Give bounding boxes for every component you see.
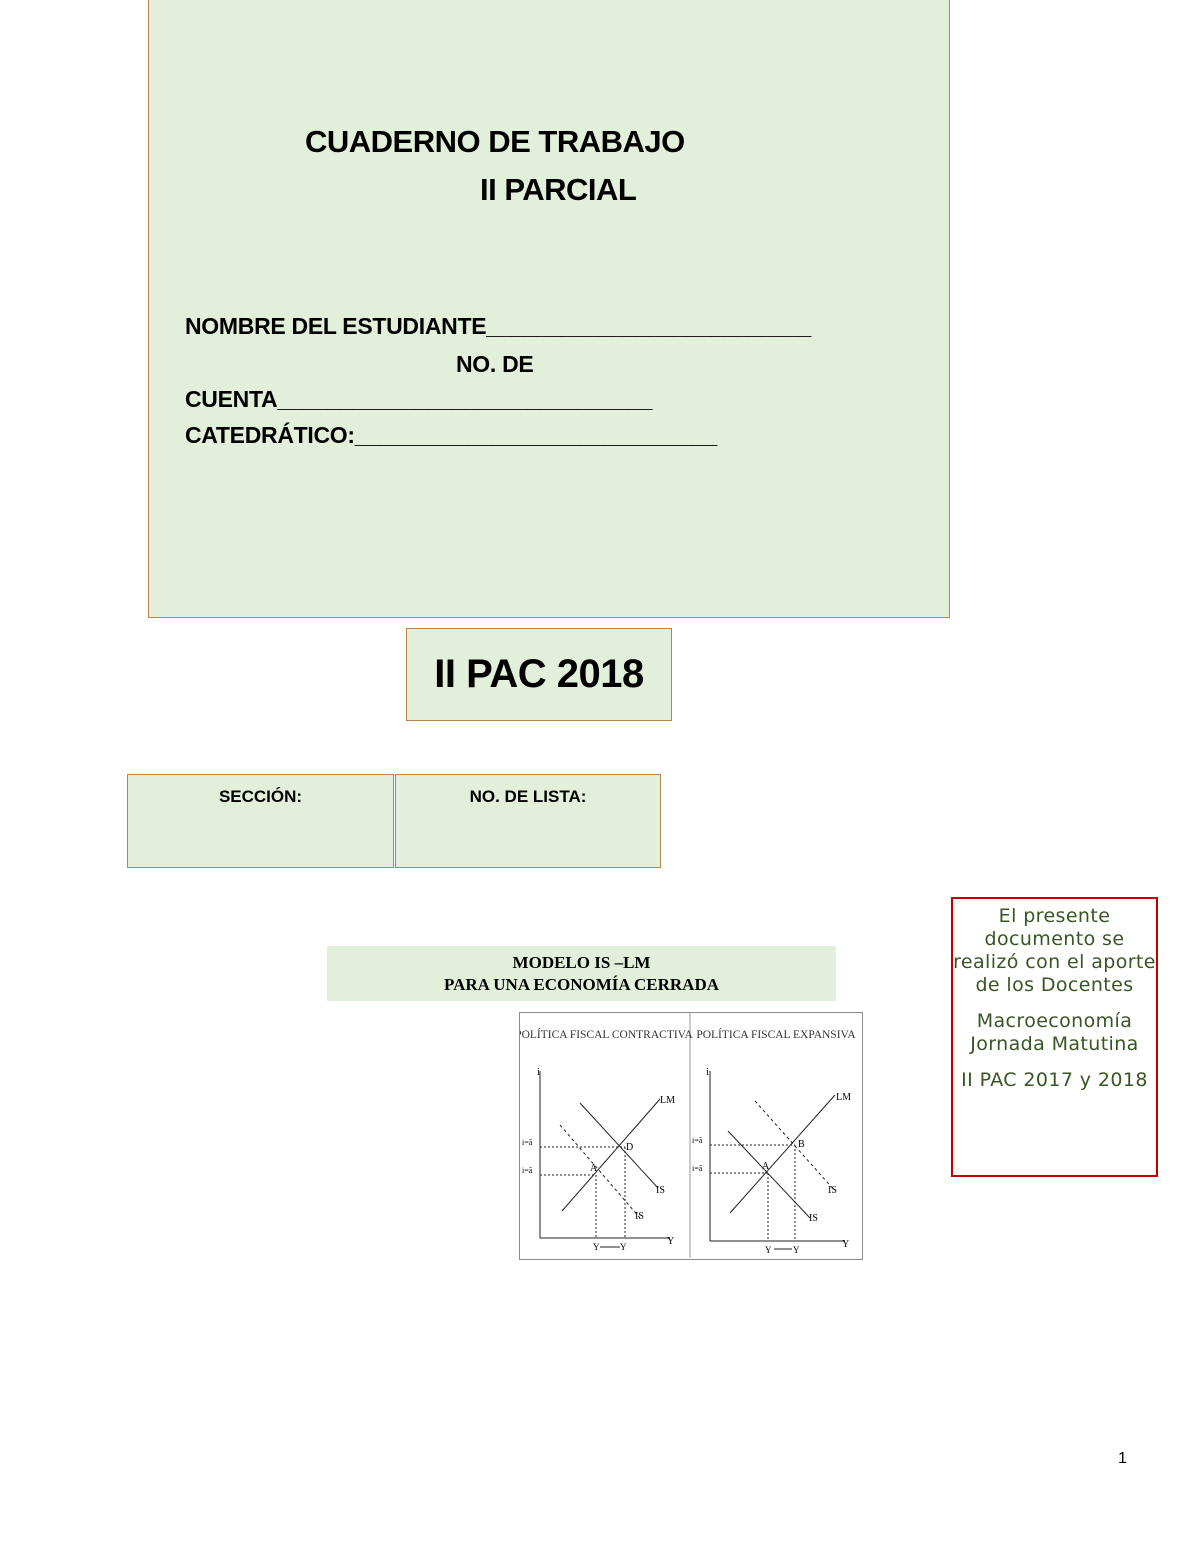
left-lm-label: LM <box>660 1095 675 1106</box>
cover-subtitle: II PARCIAL <box>480 172 637 207</box>
right-panel-title: POLÍTICA FISCAL EXPANSIVA <box>696 1029 856 1041</box>
cover-title: CUADERNO DE TRABAJO <box>305 124 685 159</box>
left-lm-curve <box>562 1099 660 1211</box>
left-y-label: i <box>537 1067 540 1078</box>
left-y0-label: Y <box>593 1242 600 1252</box>
is-lm-diagram <box>520 1013 861 1258</box>
right-x-label: Y <box>842 1239 850 1250</box>
page-number: 1 <box>1118 1450 1127 1467</box>
left-y1-label: Y <box>620 1242 627 1252</box>
right-i1-label: i=ā <box>692 1136 703 1145</box>
credits-department: Macroeconomía Jornada Matutina <box>970 1010 1139 1055</box>
pac-box <box>406 628 672 721</box>
right-panel <box>710 1071 845 1249</box>
left-panel <box>540 1071 670 1247</box>
model-title: MODELO IS –LM <box>512 953 651 972</box>
student-name-field: NOMBRE DEL ESTUDIANTE__________________________ <box>185 313 812 339</box>
section-box <box>127 774 394 868</box>
right-i0-label: i=ā <box>692 1164 703 1173</box>
pac-label: II PAC 2018 <box>434 652 644 696</box>
left-point-d: D <box>626 1142 634 1153</box>
professor-field: CATEDRÁTICO:_____________________________ <box>185 422 717 448</box>
left-i0-label: i=ā <box>522 1138 533 1147</box>
credits-period: II PAC 2017 y 2018 <box>961 1069 1148 1091</box>
account-label: NO. DE <box>456 351 534 377</box>
list-number-label: NO. DE LISTA: <box>469 787 587 806</box>
section-label: SECCIÓN: <box>218 787 303 806</box>
cover-box <box>148 0 950 618</box>
right-point-b: B <box>798 1139 805 1150</box>
left-x-label: Y <box>667 1236 675 1247</box>
right-y-label: i <box>706 1067 709 1078</box>
right-is0-label: IS <box>809 1213 818 1224</box>
left-i1-label: i=ā <box>522 1166 533 1175</box>
right-y0-label: Y <box>765 1245 772 1255</box>
right-point-a: A <box>762 1161 770 1172</box>
right-y1-label: Y <box>793 1245 800 1255</box>
left-is0-label: IS <box>656 1185 665 1196</box>
left-is1-curve <box>560 1125 640 1218</box>
left-panel-title: POLÍTICA FISCAL CONTRACTIVA <box>520 1029 693 1041</box>
credits-text: El presente documento se realizó con el aporte de los Docentes <box>953 905 1156 996</box>
credits-note <box>951 897 1158 1177</box>
right-lm-label: LM <box>836 1092 851 1103</box>
account-field: CUENTA______________________________ <box>185 386 653 412</box>
model-subtitle: PARA UNA ECONOMÍA CERRADA <box>444 975 719 994</box>
left-is0-curve <box>580 1103 658 1188</box>
left-is1-label: IS <box>635 1211 644 1222</box>
right-is1-label: IS <box>828 1185 837 1196</box>
list-number-box <box>395 774 661 868</box>
right-lm-curve <box>730 1095 835 1213</box>
model-heading <box>327 946 836 1001</box>
left-point-a: A <box>590 1163 598 1174</box>
is-lm-figure <box>519 1012 863 1260</box>
